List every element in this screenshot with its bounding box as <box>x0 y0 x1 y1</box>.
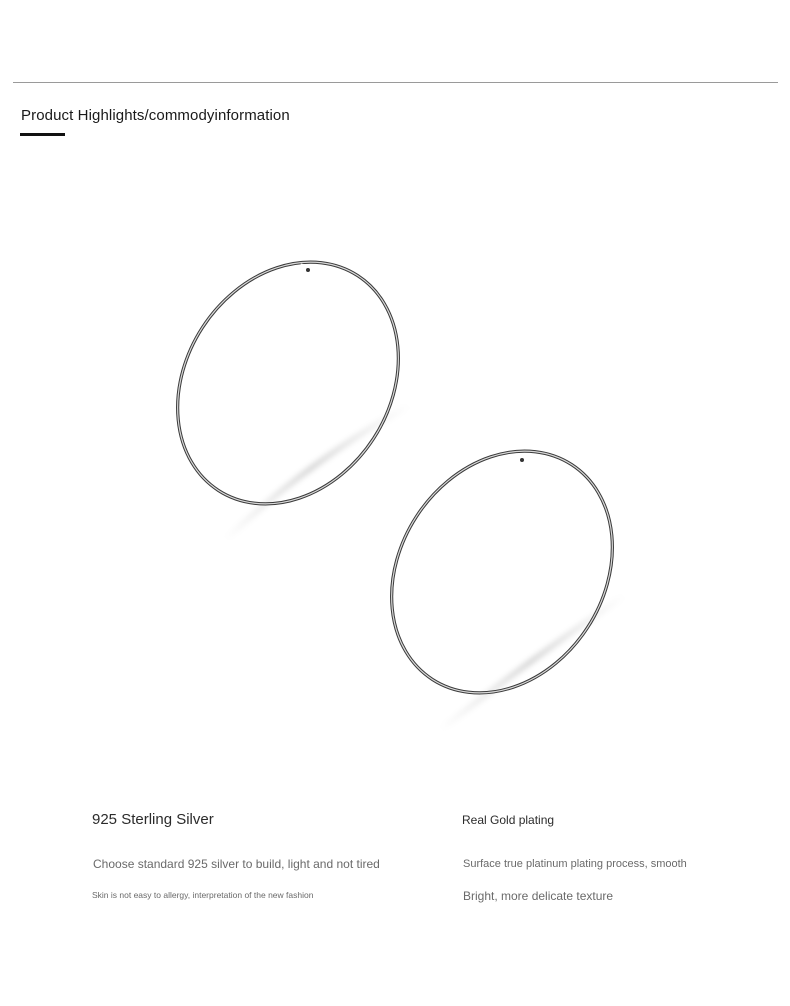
feature-description-line: Choose standard 925 silver to build, light and not tired <box>93 857 380 871</box>
feature-description-line: Bright, more delicate texture <box>463 889 614 903</box>
left-hoop-clasp <box>299 264 307 275</box>
hoop-earrings-image <box>140 230 660 760</box>
right-hoop-shadow <box>440 595 625 730</box>
left-hoop <box>140 230 443 546</box>
section-title: Product Highlights/commodyinformation <box>21 107 290 124</box>
feature-title-sterling-silver: 925 Sterling Silver <box>92 811 214 828</box>
top-divider <box>13 82 778 83</box>
right-hoop-clasp <box>513 454 521 465</box>
feature-title-gold-plating: Real Gold plating <box>462 813 555 827</box>
section-title-underline <box>20 133 65 136</box>
feature-description-line: Skin is not easy to allergy, interpretation of the new fashion <box>92 890 314 900</box>
feature-description-line: Surface true platinum plating process, smooth <box>463 858 687 870</box>
right-hoop <box>347 409 658 735</box>
